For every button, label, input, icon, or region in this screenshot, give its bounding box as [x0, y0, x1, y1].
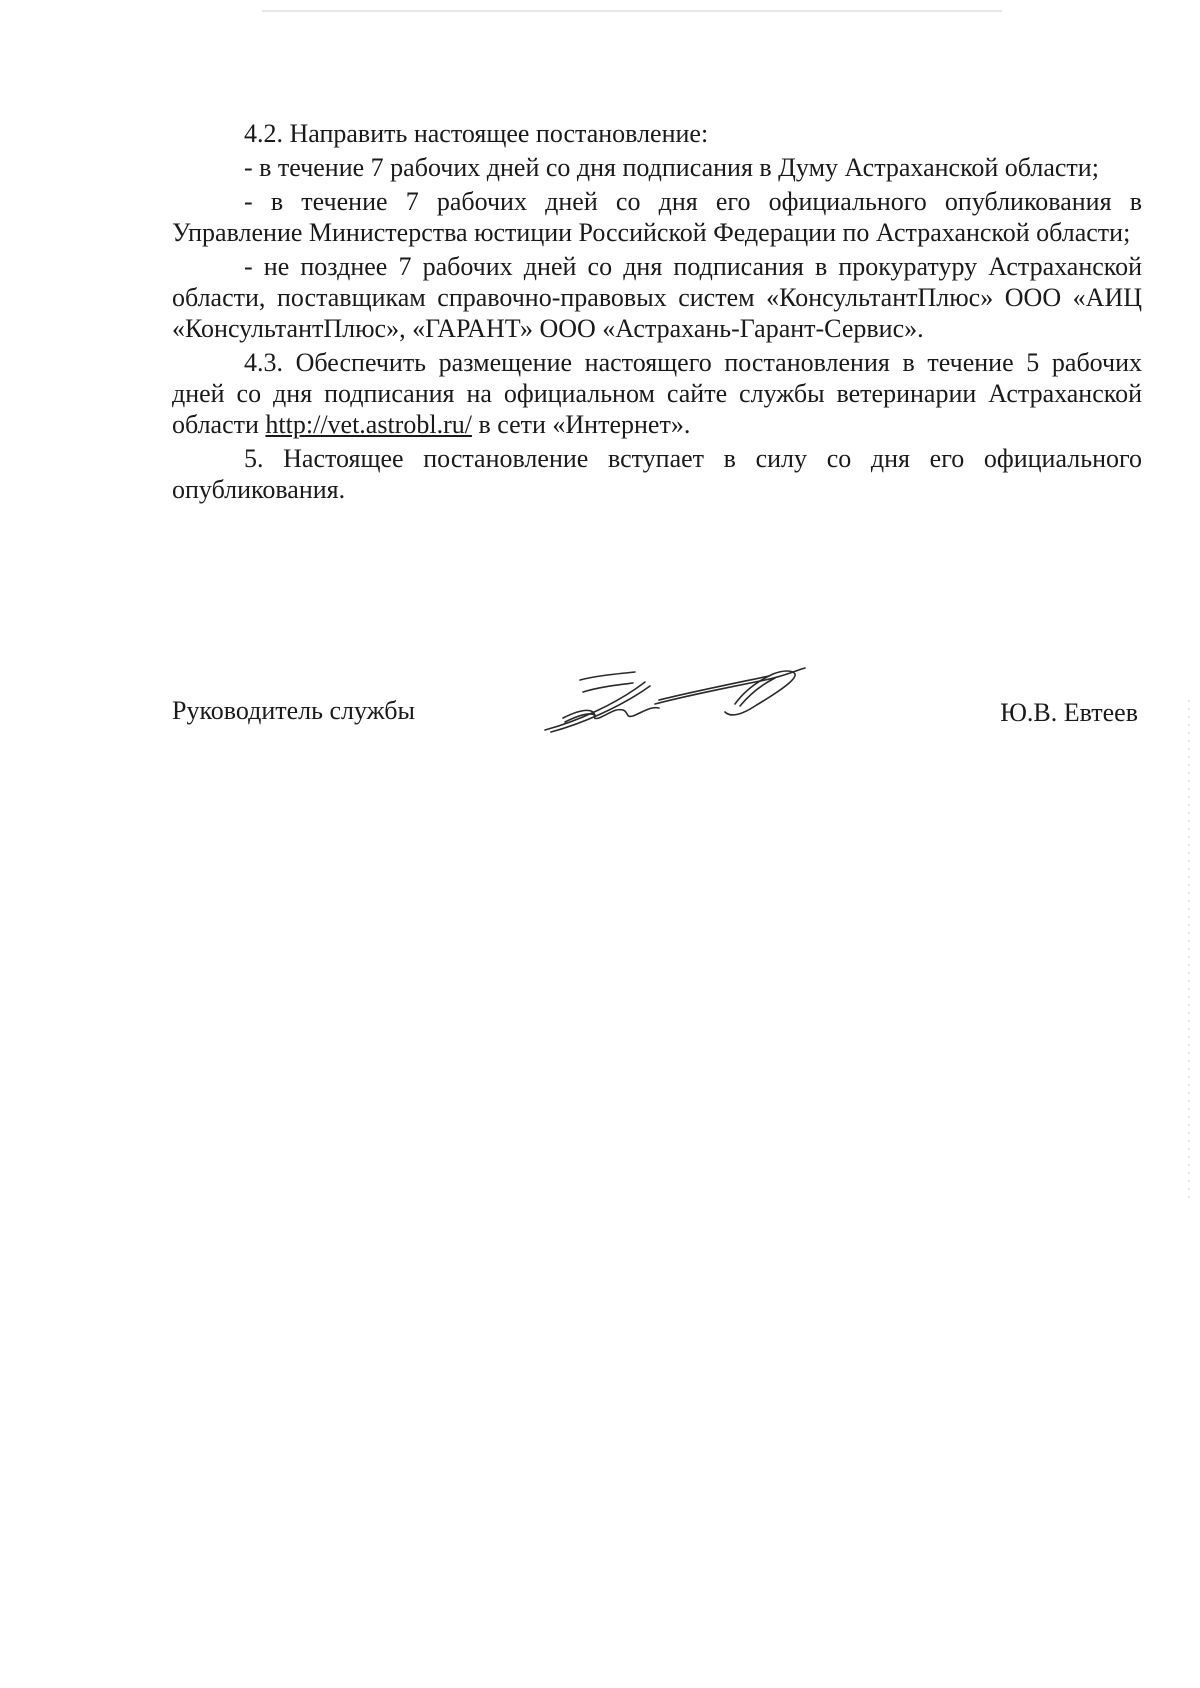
paragraph-ministry-justice: - в течение 7 рабочих дней со дня его официального опубликования в Управление Министерства юстиции Российской Федерации по Астраханской области;	[172, 187, 1142, 247]
paragraph-4-2: 4.2. Направить настоящее постановление:	[244, 119, 709, 148]
paragraph-duma: - в течение 7 рабочих дней со дня подписания в Думу Астраханской области;	[244, 153, 1099, 182]
paragraph-5: 5. Настоящее постановление вступает в силу со дня его официального опубликования.	[172, 444, 1142, 504]
document-body	[172, 118, 1142, 508]
handwritten-signature	[535, 660, 835, 740]
paragraph-prosecutor: - не позднее 7 рабочих дней со дня подписания в прокуратуру Астраханской области, поставщикам справочно-правовых систем «КонсультантПлюс» ООО «АИЦ «КонсультантПлюс», «ГАРАНТ» ООО «Астрахань-Гарант-Сервис».	[172, 252, 1142, 343]
paragraph-4-3	[172, 347, 1142, 440]
website-link[interactable]: http://vet.astrobl.ru/	[265, 410, 472, 439]
scan-side-edge	[1188, 700, 1191, 1200]
paragraph-4-3-text-after: в сети «Интернет».	[471, 410, 691, 439]
paragraph-4-3-text-before: 4.3. Обеспечить размещение настоящего постановления в течение 5 рабочих дней со дня подписания на официальном сайте службы ветеринарии Астраханской области	[172, 348, 1142, 439]
scan-top-edge	[262, 0, 1002, 3]
signatory-title: Руководитель службы	[172, 696, 415, 725]
signatory-name: Ю.В. Евтеев	[1000, 698, 1138, 727]
